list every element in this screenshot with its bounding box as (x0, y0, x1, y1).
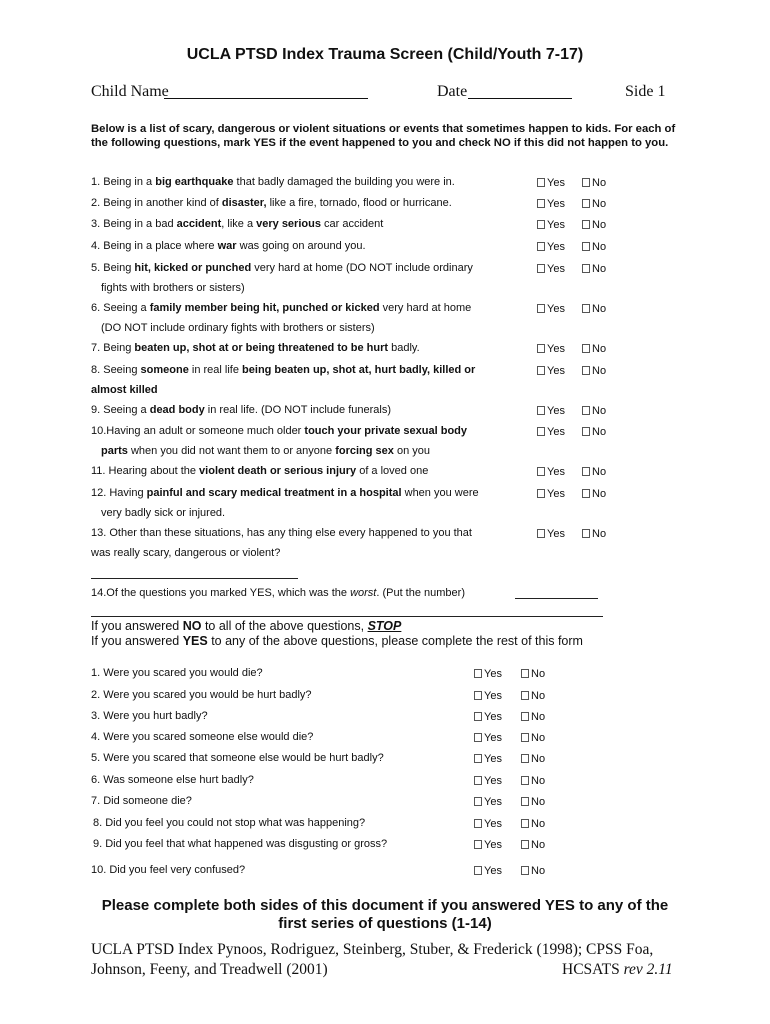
yes-label: Yes (484, 690, 502, 702)
yes-option-9[interactable] (537, 405, 565, 417)
worst-number-field[interactable] (515, 598, 598, 599)
yes-option-r9[interactable] (474, 839, 502, 851)
question-text: like a fire, tornado, flood or hurricane. (266, 197, 452, 209)
checkbox-icon[interactable] (474, 733, 482, 742)
checkbox-icon[interactable] (521, 819, 529, 828)
checkbox-icon[interactable] (537, 344, 545, 353)
no-label: No (592, 241, 607, 253)
question-text: was going on around you. (236, 240, 366, 252)
stop-line-2-suffix: to any of the above questions, please complete the rest of this form (207, 634, 583, 648)
question-row (91, 425, 467, 437)
yes-label: Yes (547, 426, 565, 438)
checkbox-icon[interactable] (537, 304, 545, 313)
revision-prefix: HCSATS (562, 961, 624, 978)
citation-line-2: Johnson, Feeny, and Treadwell (2001) (91, 961, 328, 978)
checkbox-icon[interactable] (474, 712, 482, 721)
q14-emphasis: worst (350, 587, 377, 599)
question-row (91, 302, 471, 314)
no-option-13[interactable] (582, 528, 606, 540)
reaction-question: 10. Did you feel very confused? (91, 864, 246, 876)
no-label: No (592, 303, 607, 315)
checkbox-icon[interactable] (521, 712, 529, 721)
yes-label: Yes (547, 405, 565, 417)
no-option-12[interactable] (582, 488, 606, 500)
no-label: No (592, 198, 607, 210)
checkbox-icon[interactable] (582, 199, 590, 208)
question-row-continued (91, 547, 280, 559)
question-text: , like a (221, 218, 257, 230)
side-label: Side 1 (625, 83, 666, 100)
question-text: 13. Other than these situations, has any thing else every happened to you that (91, 527, 472, 539)
checkbox-icon[interactable] (582, 366, 590, 375)
yes-option-12[interactable] (537, 488, 565, 500)
emphasis-text: disaster, (221, 197, 267, 209)
emphasis-text: family member being hit, punched or kicked (149, 302, 380, 314)
yes-option-r7[interactable] (474, 796, 502, 808)
question-row (91, 364, 475, 376)
date-field[interactable] (468, 83, 572, 99)
question-text: 4. Being in a place where (91, 240, 218, 252)
question-text: when you were (401, 487, 479, 499)
no-label: No (531, 865, 546, 877)
emphasis-text: hit, kicked or punched (134, 262, 252, 274)
no-label: No (531, 818, 546, 830)
question-text: 10.Having an adult or someone much older (91, 425, 305, 437)
no-label: No (592, 365, 607, 377)
checkbox-icon[interactable] (537, 178, 545, 187)
yes-label: Yes (547, 177, 565, 189)
no-option-2[interactable] (582, 198, 606, 210)
no-label: No (592, 263, 607, 275)
no-option-3[interactable] (582, 219, 606, 231)
checkbox-icon[interactable] (537, 220, 545, 229)
checkbox-icon[interactable] (582, 344, 590, 353)
yes-label: Yes (484, 796, 502, 808)
reaction-question: 3. Were you hurt badly? (91, 710, 208, 722)
yes-label: Yes (484, 732, 502, 744)
yes-option-11[interactable] (537, 466, 565, 478)
no-label: No (531, 711, 546, 723)
question-text: on you (393, 445, 430, 457)
stop-line-1 (91, 619, 401, 634)
no-label: No (531, 753, 546, 765)
emphasis-text: someone (140, 364, 189, 376)
question-row (91, 527, 472, 539)
yes-label: Yes (547, 466, 565, 478)
checkbox-icon[interactable] (582, 242, 590, 251)
yes-label: Yes (484, 839, 502, 851)
question-text: fights with brothers or sisters) (101, 282, 245, 294)
no-label: No (592, 528, 607, 540)
yes-label: Yes (484, 711, 502, 723)
checkbox-icon[interactable] (474, 776, 482, 785)
yes-option-13[interactable] (537, 528, 565, 540)
question-text: 12. Having (91, 487, 147, 499)
no-label: No (592, 343, 607, 355)
question-row (91, 240, 366, 252)
date-label: Date (437, 83, 468, 100)
yes-label: Yes (547, 365, 565, 377)
checkbox-icon[interactable] (582, 178, 590, 187)
no-label: No (592, 219, 607, 231)
no-label: No (531, 690, 546, 702)
question-row (91, 342, 420, 354)
checkbox-icon[interactable] (537, 366, 545, 375)
emphasis-text: very serious (256, 218, 321, 230)
no-option-7[interactable] (582, 343, 606, 355)
child-name-label: Child Name (91, 83, 169, 100)
no-label: No (531, 839, 546, 851)
emphasis-text: touch your private sexual body (304, 425, 467, 437)
question-text: 6. Seeing a (91, 302, 150, 314)
question-text: 3. Being in a bad (91, 218, 177, 230)
question-row-continued (91, 384, 158, 396)
yes-option-r10[interactable] (474, 865, 502, 877)
no-option-r8[interactable] (521, 818, 545, 830)
checkbox-icon[interactable] (537, 406, 545, 415)
checkbox-icon[interactable] (521, 776, 529, 785)
yes-label: Yes (547, 198, 565, 210)
checkbox-icon[interactable] (474, 669, 482, 678)
emphasis-text: painful and scary medical treatment in a hospital (146, 487, 402, 499)
question-text: very badly sick or injured. (101, 507, 226, 519)
yes-option-3[interactable] (537, 219, 565, 231)
stop-line-2-prefix: If you answered (91, 634, 183, 648)
yes-option-5[interactable] (537, 263, 565, 275)
question-text: in real life. (DO NOT include funerals) (204, 404, 391, 416)
question-text: 7. Being (91, 342, 135, 354)
stop-line-1-no: NO (182, 619, 202, 633)
checkbox-icon[interactable] (474, 840, 482, 849)
no-option-r10[interactable] (521, 865, 545, 877)
checkbox-icon[interactable] (582, 220, 590, 229)
reaction-question: 4. Were you scared someone else would die? (91, 731, 314, 743)
checkbox-icon[interactable] (582, 489, 590, 498)
reaction-question: 5. Were you scared that someone else would be hurt badly? (91, 752, 384, 764)
yes-label: Yes (547, 528, 565, 540)
question-row (91, 176, 455, 188)
question-text: in real life (188, 364, 243, 376)
no-option-r1[interactable] (521, 668, 545, 680)
question-text: very hard at home (379, 302, 472, 314)
yes-label: Yes (547, 219, 565, 231)
no-option-9[interactable] (582, 405, 606, 417)
checkbox-icon[interactable] (582, 264, 590, 273)
question-text: (DO NOT include ordinary fights with brothers or sisters) (101, 322, 375, 334)
yes-option-r8[interactable] (474, 818, 502, 830)
checkbox-icon[interactable] (537, 427, 545, 436)
no-label: No (592, 405, 607, 417)
checkbox-icon[interactable] (521, 840, 529, 849)
question-text: 5. Being (91, 262, 135, 274)
question-row-continued (101, 282, 245, 294)
yes-option-4[interactable] (537, 241, 565, 253)
emphasis-text: violent death or serious injury (199, 465, 357, 477)
reaction-question: 7. Did someone die? (91, 795, 192, 807)
no-option-5[interactable] (582, 263, 606, 275)
question-row (91, 262, 473, 274)
emphasis-text: accident (176, 218, 222, 230)
yes-label: Yes (547, 488, 565, 500)
no-option-r3[interactable] (521, 711, 545, 723)
question-text: 1. Being in a (91, 176, 156, 188)
question-row-continued (101, 322, 375, 334)
yes-option-r5[interactable] (474, 753, 502, 765)
checkbox-icon[interactable] (474, 819, 482, 828)
checkbox-icon[interactable] (582, 427, 590, 436)
revision-number: rev 2.11 (623, 961, 673, 978)
yes-option-r6[interactable] (474, 775, 502, 787)
checkbox-icon[interactable] (537, 242, 545, 251)
citation-line-1: UCLA PTSD Index Pynoos, Rodriguez, Steinberg, Stuber, & Frederick (1998); CPSS Foa, (91, 941, 654, 958)
question-text: of a loved one (356, 465, 429, 477)
question-text: when you did not want them to or anyone (127, 445, 336, 457)
yes-option-2[interactable] (537, 198, 565, 210)
no-label: No (592, 466, 607, 478)
revision-label (562, 961, 673, 979)
checkbox-icon[interactable] (474, 691, 482, 700)
question-row (91, 487, 479, 499)
q14-text: 14.Of the questions you marked YES, which was the (91, 587, 351, 599)
question-text: badly. (388, 342, 420, 354)
checkbox-icon[interactable] (521, 754, 529, 763)
no-option-10[interactable] (582, 426, 606, 438)
final-instruction-2: first series of questions (1-14) (278, 915, 492, 932)
checkbox-icon[interactable] (474, 797, 482, 806)
stop-word: STOP (367, 619, 402, 633)
emphasis-text: big earthquake (155, 176, 234, 188)
reaction-question: 6. Was someone else hurt badly? (91, 774, 254, 786)
stop-line-1-middle: to all of the above questions, (201, 619, 368, 633)
checkbox-icon[interactable] (521, 669, 529, 678)
checkbox-icon[interactable] (582, 406, 590, 415)
question-row-continued (101, 445, 430, 457)
no-option-r7[interactable] (521, 796, 545, 808)
yes-label: Yes (484, 865, 502, 877)
yes-label: Yes (547, 263, 565, 275)
checkbox-icon[interactable] (521, 797, 529, 806)
page-title: UCLA PTSD Index Trauma Screen (Child/Youth 7-17) (186, 46, 584, 63)
yes-option-6[interactable] (537, 303, 565, 315)
reaction-question: 2. Were you scared you would be hurt badly? (91, 689, 312, 701)
checkbox-icon[interactable] (521, 733, 529, 742)
yes-label: Yes (484, 668, 502, 680)
no-label: No (592, 177, 607, 189)
checkbox-icon[interactable] (537, 264, 545, 273)
question-text: was really scary, dangerous or violent? (91, 547, 281, 559)
stop-line-1-prefix: If you answered (91, 619, 183, 633)
emphasis-text: parts (101, 445, 128, 457)
final-instruction-1: Please complete both sides of this document if you answered YES to any of the (101, 897, 669, 914)
checkbox-icon[interactable] (474, 866, 482, 875)
no-label: No (531, 796, 546, 808)
reaction-question: 1. Were you scared you would die? (91, 667, 263, 679)
checkbox-icon[interactable] (521, 691, 529, 700)
emphasis-text: dead body (149, 404, 205, 416)
yes-label: Yes (484, 818, 502, 830)
no-option-r6[interactable] (521, 775, 545, 787)
yes-option-r1[interactable] (474, 668, 502, 680)
checkbox-icon[interactable] (537, 199, 545, 208)
yes-option-r3[interactable] (474, 711, 502, 723)
no-label: No (531, 732, 546, 744)
no-option-r4[interactable] (521, 732, 545, 744)
yes-option-8[interactable] (537, 365, 565, 377)
checkbox-icon[interactable] (537, 467, 545, 476)
emphasis-text: beaten up, shot at or being threatened to be hurt (134, 342, 389, 354)
emphasis-text: almost killed (91, 384, 158, 396)
no-option-4[interactable] (582, 241, 606, 253)
no-option-r5[interactable] (521, 753, 545, 765)
no-label: No (531, 775, 546, 787)
emphasis-text: being beaten up, shot at, hurt badly, killed or (242, 364, 476, 376)
stop-line-2 (91, 634, 583, 649)
question-text: car accident (320, 218, 384, 230)
instructions: Below is a list of scary, dangerous or violent situations or events that sometimes happen to kids. For each of the following questions, mark YES if the event happened to you and check NO if this did not happen to you. (91, 123, 676, 149)
question-14 (91, 587, 465, 599)
reaction-question: 9. Did you feel that what happened was disgusting or gross? (93, 838, 388, 850)
question-text: 11. Hearing about the (91, 465, 200, 477)
yes-option-r4[interactable] (474, 732, 502, 744)
checkbox-icon[interactable] (582, 529, 590, 538)
question-text: that badly damaged the building you were in. (233, 176, 455, 188)
yes-option-r2[interactable] (474, 690, 502, 702)
emphasis-text: forcing sex (335, 445, 394, 457)
checkbox-icon[interactable] (521, 866, 529, 875)
question-row (91, 465, 428, 477)
no-option-1[interactable] (582, 177, 606, 189)
yes-label: Yes (484, 775, 502, 787)
question-row (91, 404, 391, 416)
no-label: No (531, 668, 546, 680)
divider-long (91, 616, 603, 617)
checkbox-icon[interactable] (537, 489, 545, 498)
question-row (91, 218, 383, 230)
reaction-question: 8. Did you feel you could not stop what was happening? (93, 817, 366, 829)
yes-option-1[interactable] (537, 177, 565, 189)
no-option-6[interactable] (582, 303, 606, 315)
no-option-11[interactable] (582, 466, 606, 478)
yes-label: Yes (547, 343, 565, 355)
q14-suffix: . (Put the number) (376, 587, 465, 599)
question-text: very hard at home (DO NOT include ordinary (251, 262, 473, 274)
no-label: No (592, 488, 607, 500)
child-name-field[interactable] (164, 83, 368, 99)
yes-option-10[interactable] (537, 426, 565, 438)
question-text: 9. Seeing a (91, 404, 150, 416)
checkbox-icon[interactable] (582, 304, 590, 313)
stop-line-2-yes: YES (182, 634, 208, 648)
yes-label: Yes (484, 753, 502, 765)
checkbox-icon[interactable] (474, 754, 482, 763)
no-option-r9[interactable] (521, 839, 545, 851)
no-option-r2[interactable] (521, 690, 545, 702)
question-row-continued (101, 507, 225, 519)
divider-short (91, 578, 298, 579)
checkbox-icon[interactable] (582, 467, 590, 476)
no-option-8[interactable] (582, 365, 606, 377)
question-text: 2. Being in another kind of (91, 197, 222, 209)
yes-label: Yes (547, 241, 565, 253)
emphasis-text: war (217, 240, 237, 252)
no-label: No (592, 426, 607, 438)
checkbox-icon[interactable] (537, 529, 545, 538)
question-row (91, 197, 452, 209)
yes-option-7[interactable] (537, 343, 565, 355)
yes-label: Yes (547, 303, 565, 315)
question-text: 8. Seeing (91, 364, 141, 376)
